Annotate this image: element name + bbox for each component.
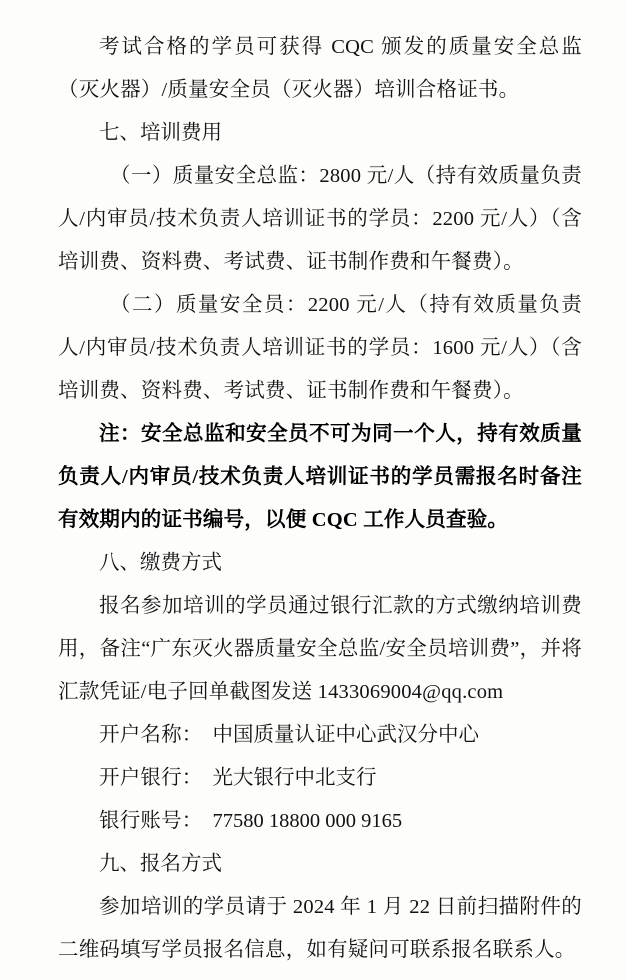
bank-account-name-value: 中国质量认证中心武汉分中心 [212,724,479,746]
bank-name-line [58,757,582,800]
paragraph-registration-desc: 参加培训的学员请于 2024 年 1 月 22 日前扫描附件的二维码填写学员报名信息，如有疑问可联系报名联系人。 [58,896,582,961]
section-heading-7: 七、培训费用 [99,122,222,144]
section-heading-8: 八、缴费方式 [99,552,222,574]
section-heading-9: 九、报名方式 [99,853,222,875]
paragraph-fee-item-1: （一）质量安全总监：2800 元/人（持有效质量负责人/内审员/技术负责人培训证书的学员：2200 元/人）（含培训费、资料费、考试费、证书制作费和午餐费）。 [58,165,582,273]
bank-name-value: 光大银行中北支行 [212,767,377,789]
bank-account-name-line [58,714,582,757]
bank-name-label: 开户银行： [99,767,203,789]
paragraph-fee-item-2: （二）质量安全员：2200 元/人（持有效质量负责人/内审员/技术负责人培训证书的学员：1600 元/人）（含培训费、资料费、考试费、证书制作费和午餐费）。 [58,294,582,402]
bank-account-number-label: 银行账号： [99,810,203,832]
bank-account-number-line [58,800,582,843]
bank-account-number-value: 77580 18800 000 9165 [212,810,403,832]
bank-account-name-label: 开户名称： [99,724,203,746]
paragraph-cert-result: 考试合格的学员可获得 CQC 颁发的质量安全总监（灭火器）/质量安全员（灭火器）培训合格证书。 [58,36,582,101]
paragraph-payment-desc: 报名参加培训的学员通过银行汇款的方式缴纳培训费用，备注“广东灭火器质量安全总监/安全员培训费”，并将汇款凭证/电子回单截图发送 1433069004@qq.com [58,595,582,703]
paragraph-note-bold: 注：安全总监和安全员不可为同一个人，持有效质量负责人/内审员/技术负责人培训证书的学员需报名时备注有效期内的证书编号，以便 CQC 工作人员查验。 [58,423,582,531]
